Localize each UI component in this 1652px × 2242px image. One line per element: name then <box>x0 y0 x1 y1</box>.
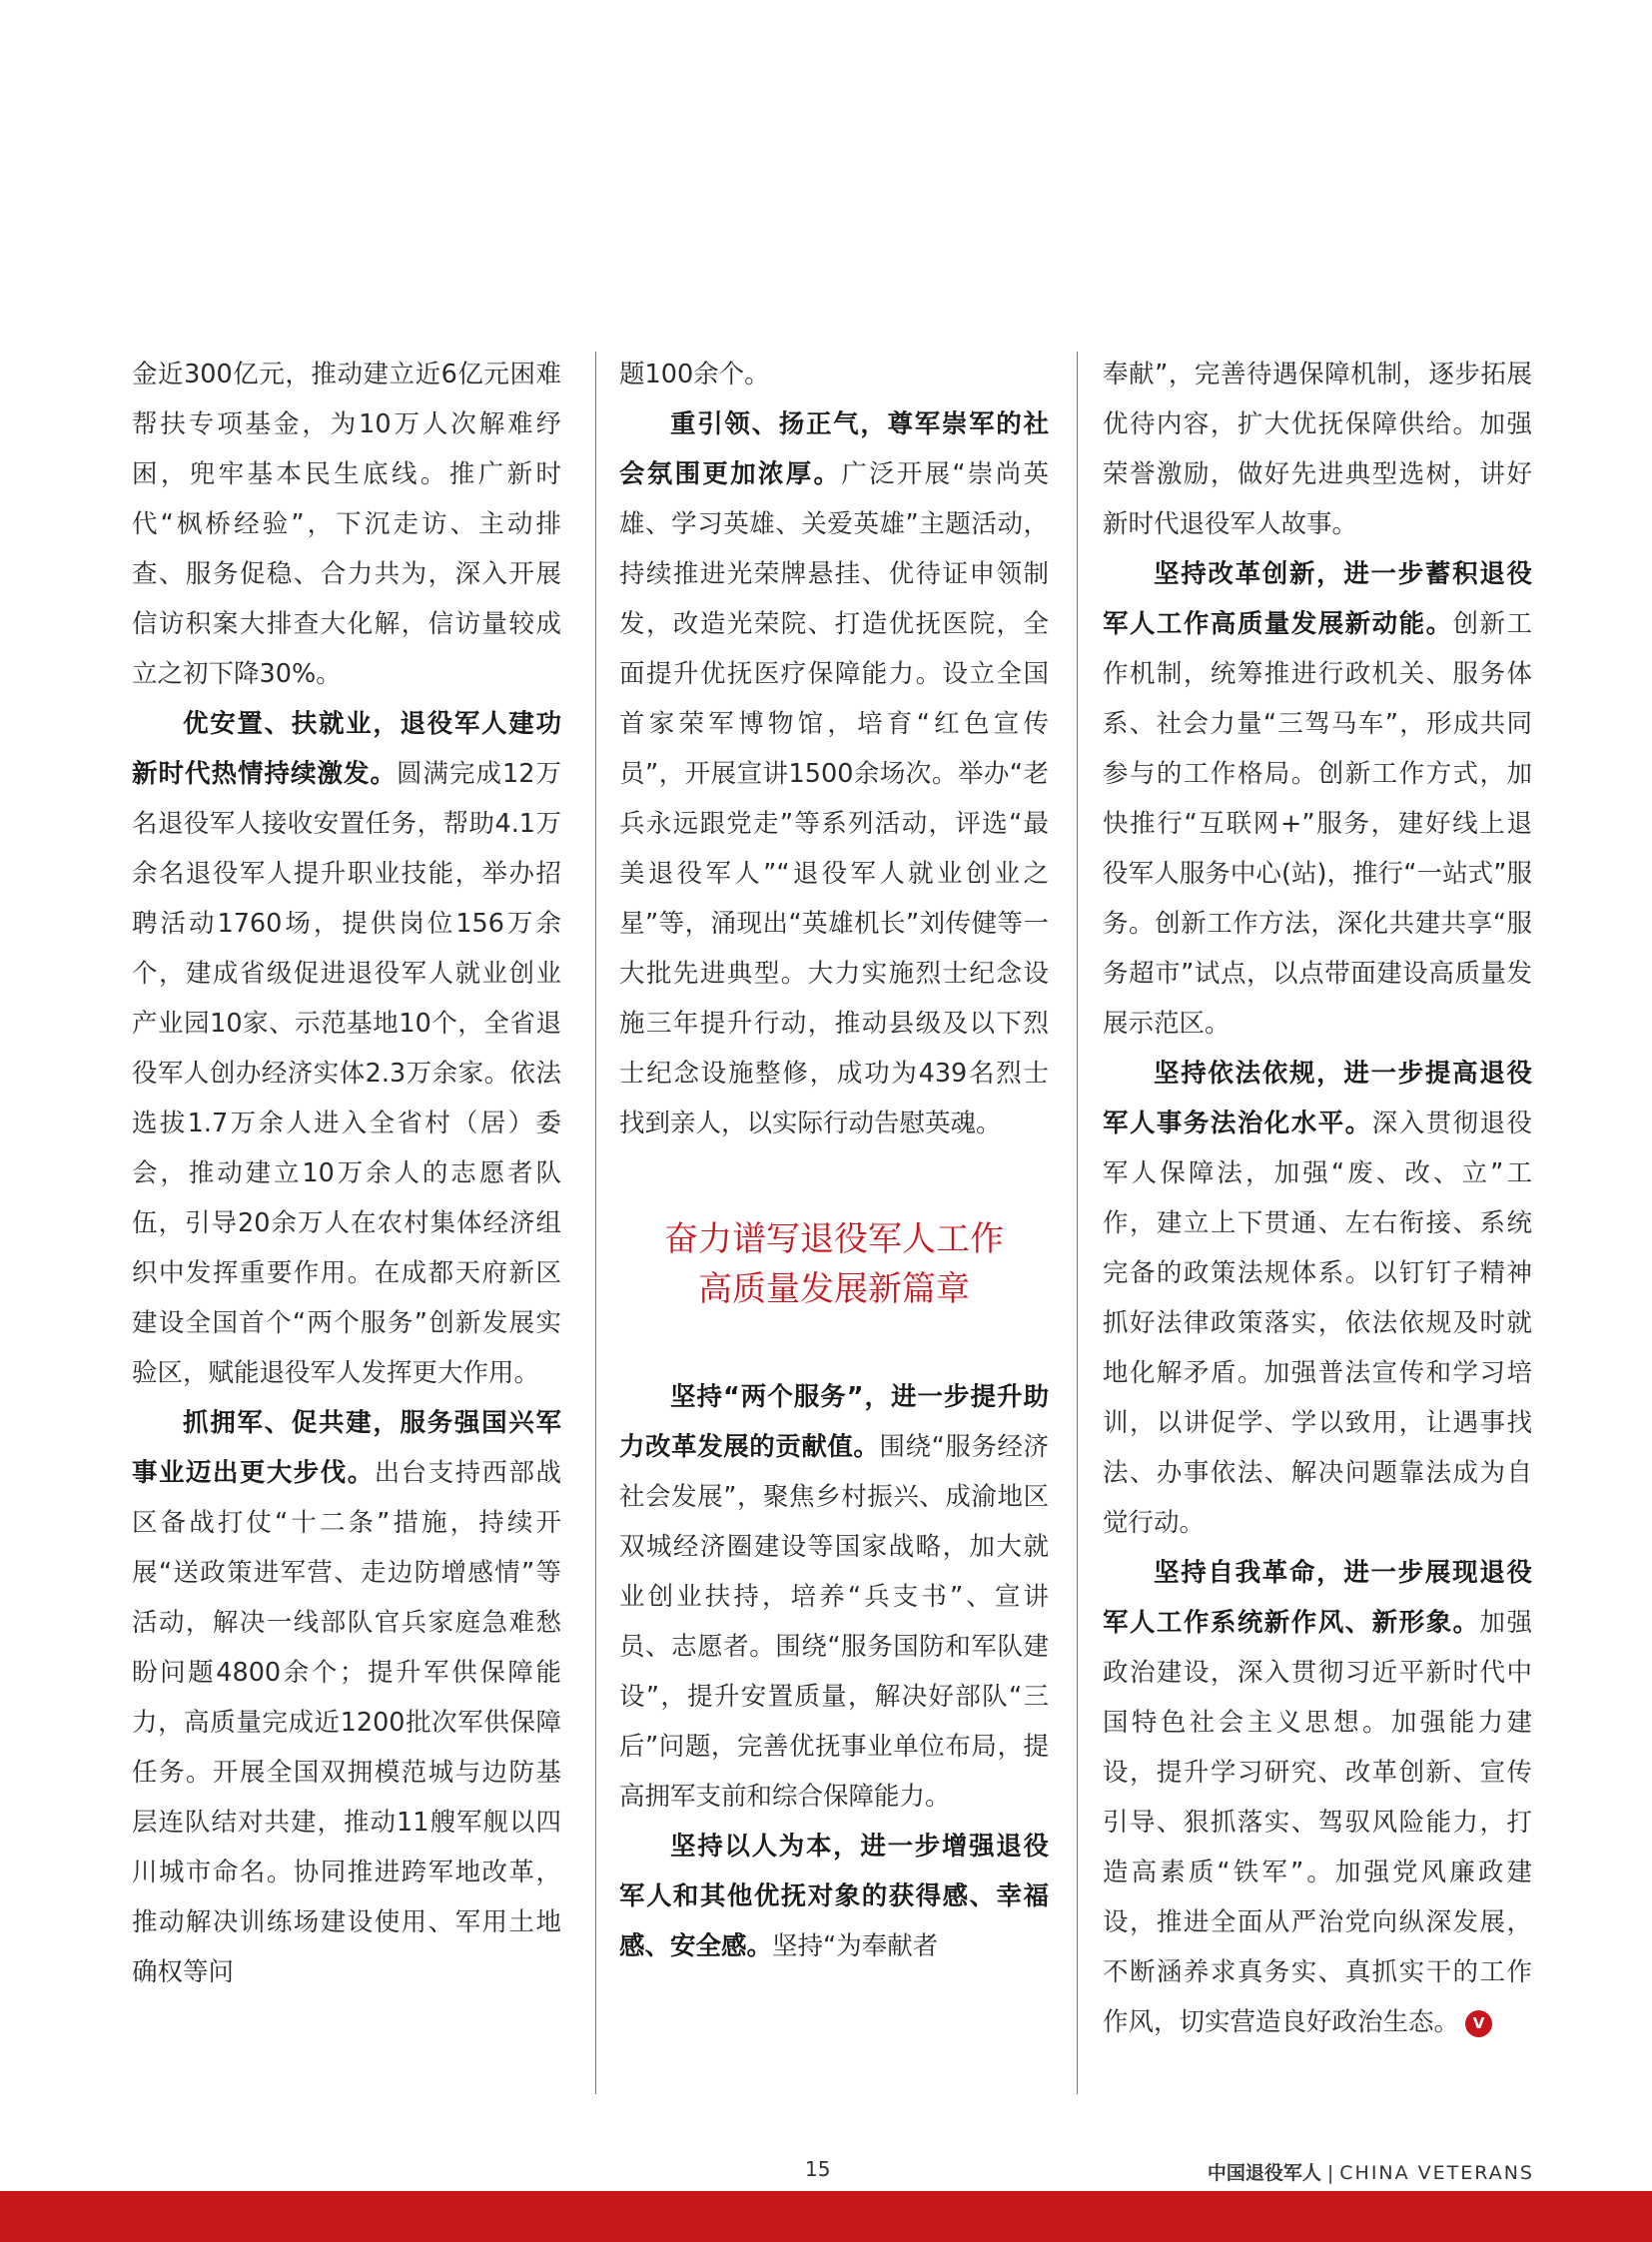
article-column-3 <box>1103 350 1532 2047</box>
paragraph-lead: 坚持依法依规，进一步提高退役军人事务法治化水平。 <box>1103 1059 1532 1138</box>
paragraph: 金近300亿元，推动建立近6亿元困难帮扶专项基金，为10万人次解难纾困，兜牢基本民生底线。推广新时代“枫桥经验”，下沉走访、主动排查、服务促稳、合力共为，深入开展信访积案大排查大化解，信访量较成立之初下降30%。 <box>132 360 561 689</box>
magazine-masthead <box>1208 2158 1534 2185</box>
paragraph-body: 广泛开展“崇尚英雄、学习英雄、关爱英雄”主题活动，持续推进光荣牌悬挂、优待证申领制发，改造光荣院、打造优抚医院，全面提升优抚医疗保障能力。设立全国首家荣军博物馆，培育“红色宣传员”，开展宣讲1500余场次。举办“老兵永远跟党走”等系列活动，评选“最美退役军人”“退役军人就业创业之星”等，涌现出“英雄机长”刘传健等一大批先进典型。大力实施烈士纪念设施三年提升行动，推动县级及以下烈士纪念设施整修，成功为439名烈士找到亲人，以实际行动告慰英魂。 <box>619 459 1049 1138</box>
article-end-icon: V <box>1465 2010 1492 2037</box>
paragraph <box>1103 1548 1532 2047</box>
paragraph: 题100余个。 <box>619 360 770 389</box>
paragraph: 奉献”，完善待遇保障机制，逐步拓展优待内容，扩大优抚保障供给。加强荣誉激励，做好先进典型选树，讲好新时代退役军人故事。 <box>1103 360 1532 539</box>
page-number: 15 <box>805 2157 831 2181</box>
masthead-english: CHINA VETERANS <box>1339 2162 1534 2184</box>
paragraph-lead: 抓拥军、促共建，服务强国兴军事业迈出更大步伐。 <box>132 1408 561 1488</box>
section-heading-line: 奋力谱写退役军人工作 <box>664 1219 1004 1259</box>
column-divider <box>595 352 596 2094</box>
paragraph-body: 围绕“服务经济社会发展”，聚焦乡村振兴、成渝地区双城经济圈建设等国家战略，加大就业创业扶持，培养“兵支书”、宣讲员、志愿者。围绕“服务国防和军队建设”，提升安置质量，解决好部队“三后”问题，完善优抚事业单位布局，提高拥军支前和综合保障能力。 <box>619 1432 1049 1812</box>
paragraph-body: 加强政治建设，深入贯彻习近平新时代中国特色社会主义思想。加强能力建设，提升学习研究、改革创新、宣传引导、狠抓落实、驾驭风险能力，打造高素质“铁军”。加强党风廉政建设，推进全面从严治党向纵深发展，不断涵养求真务实、真抓实干的工作作风，切实营造良好政治生态。 <box>1103 1608 1532 2037</box>
paragraph <box>1103 549 1532 1049</box>
paragraph <box>619 1372 1049 1822</box>
column-divider <box>1077 352 1078 2094</box>
paragraph-body: 圆满完成12万名退役军人接收安置任务，帮助4.1万余名退役军人提升职业技能，举办招聘活动1760场，提供岗位156万余个，建成省级促进退役军人就业创业产业园10家、示范基地10个，全省退役军人创办经济实体2.3万余家。依法选拔1.7万余人进入全省村（居）委会，推动建立10万余人的志愿者队伍，引导20余万人在农村集体经济组织中发挥重要作用。在成都天府新区建设全国首个“两个服务”创新发展实验区，赋能退役军人发挥更大作用。 <box>132 759 561 1388</box>
paragraph-body: 出台支持西部战区备战打仗“十二条”措施，持续开展“送政策进军营、走边防增感情”等活动，解决一线部队官兵家庭急难愁盼问题4800余个；提升军供保障能力，高质量完成近1200批次军供保障任务。开展全国双拥模范城与边防基层连队结对共建，推动11艘军舰以四川城市命名。协同推进跨军地改革，推动解决训练场建设使用、军用土地确权等问 <box>132 1458 561 1987</box>
paragraph <box>132 1398 561 1997</box>
paragraph-body: 创新工作机制，统筹推进行政机关、服务体系、社会力量“三驾马车”，形成共同参与的工作格局。创新工作方式，加快推行“互联网+”服务，建好线上退役军人服务中心(站)，推行“一站式”服务。创新工作方法，深化共建共享“服务超市”试点，以点带面建设高质量发展示范区。 <box>1103 609 1532 1039</box>
paragraph-lead: 坚持以人为本，进一步增强退役军人和其他优抚对象的获得感、幸福感、安全感。 <box>619 1832 1049 1961</box>
paragraph-body: 深入贯彻退役军人保障法，加强“废、改、立”工作，建立上下贯通、左右衔接、系统完备的政策法规体系。以钉钉子精神抓好法律政策落实，依法依规及时就地化解矛盾。加强普法宣传和学习培训，以讲促学、学以致用，让遇事找法、办事依法、解决问题靠法成为自觉行动。 <box>1103 1109 1532 1538</box>
footer-bar <box>0 2191 1652 2242</box>
section-heading-line: 高质量发展新篇章 <box>698 1269 970 1309</box>
paragraph-lead: 坚持改革创新，进一步蓄积退役军人工作高质量发展新动能。 <box>1103 559 1532 639</box>
paragraph-lead: 优安置、扶就业，退役军人建功新时代热情持续激发。 <box>132 709 561 789</box>
paragraph <box>1103 1049 1532 1548</box>
paragraph <box>132 699 561 1398</box>
article-column-1 <box>132 350 561 1997</box>
paragraph-lead: 坚持“两个服务”，进一步提升助力改革发展的贡献值。 <box>619 1382 1049 1462</box>
masthead-separator: | <box>1326 2162 1334 2184</box>
paragraph <box>619 399 1049 1148</box>
masthead-chinese: 中国退役军人 <box>1207 2162 1321 2184</box>
paragraph-lead: 重引领、扬正气，尊军崇军的社会氛围更加浓厚。 <box>619 409 1049 489</box>
section-heading <box>619 1214 1049 1314</box>
paragraph-lead: 坚持自我革命，进一步展现退役军人工作系统新作风、新形象。 <box>1103 1558 1532 1638</box>
paragraph-body: 坚持“为奉献者 <box>772 1931 939 1961</box>
paragraph <box>619 1822 1049 1971</box>
article-column-2 <box>619 350 1049 1971</box>
